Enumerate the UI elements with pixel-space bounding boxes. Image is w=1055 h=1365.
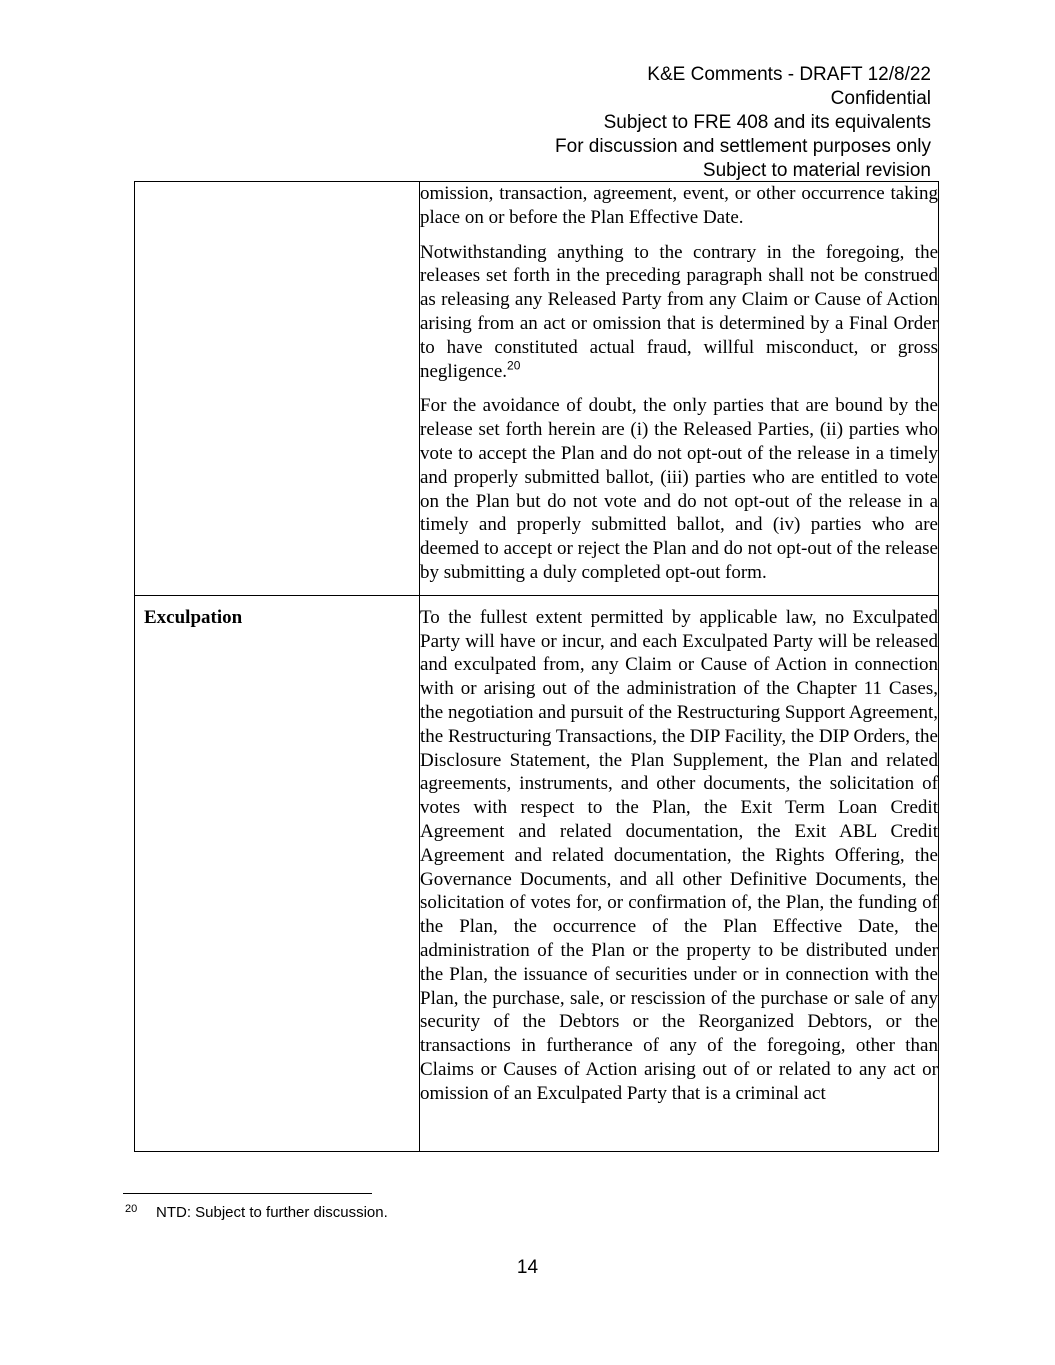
footnote <box>125 1204 388 1221</box>
header-line-fre408: Subject to FRE 408 and its equivalents <box>603 112 931 133</box>
table-row <box>135 182 939 596</box>
page-number: 14 <box>516 1257 539 1278</box>
header-line-revision: Subject to material revision <box>702 160 931 181</box>
row-body-cell <box>420 595 939 1151</box>
release-continuation-paragraph: omission, transaction, agreement, event, or other occurrence taking place on or before the Plan Effective Date. <box>420 183 938 228</box>
row-label-cell <box>135 182 420 596</box>
release-carveout-text: Notwithstanding anything to the contrary in the foregoing, the releases set forth in the preceding paragraph shall not be construed as releasing any Released Party from any Claim or Cause of Action arising from an act or omission that is determined by a Final Order to have constituted actual fraud, willful misconduct, or gross negligence. <box>420 241 938 382</box>
footnote-number: 20 <box>125 1203 138 1215</box>
release-carveout-paragraph <box>420 241 938 384</box>
header-line-draft: K&E Comments - DRAFT 12/8/22 <box>647 64 931 85</box>
exculpation-label: Exculpation <box>144 606 243 628</box>
header-line-settlement: For discussion and settlement purposes only <box>555 136 931 157</box>
header-line-confidential: Confidential <box>830 88 931 109</box>
release-bound-parties-paragraph: For the avoidance of doubt, the only parties that are bound by the release set forth herein are (i) the Released Parties, (ii) parties who vote to accept the Plan and do not opt-out of the release in a timely and properly submitted ballot, (iii) parties who are entitled to vote on the Plan but do not vote and do not opt-out of the release in a timely and properly submitted ballot, and (iv) parties who are deemed to accept or reject the Plan and do not opt-out of the release by submitting a duly completed opt-out form. <box>420 395 938 583</box>
draft-header <box>331 63 931 183</box>
table-row <box>135 595 939 1151</box>
footnote-text: NTD: Subject to further discussion. <box>156 1204 388 1221</box>
row-label <box>135 182 419 192</box>
exculpation-paragraph: To the fullest extent permitted by applicable law, no Exculpated Party will have or incur, and each Exculpated Party will be released and exculpated from, any Claim or Cause of Action in connection with or arising out of the administration of the Chapter 11 Cases, the negotiation and pursuit of the Restructuring Support Agreement, the Restructuring Transactions, the DIP Facility, the DIP Orders, the Disclosure Statement, the Plan Supplement, the Plan and related agreements, instruments, and other documents, the solicitation of votes with respect to the Plan, the Exit Term Loan Credit Agreement and related documentation, the Exit ABL Credit Agreement and related documentation, the Rights Offering, the Governance Documents, and all other Definitive Documents, the solicitation of votes for, or confirmation of, the Plan, the funding of the Plan, the occurrence of the Plan Effective Date, the administration of the Plan or the property to be distributed under the Plan, the issuance of securities under or in connection with the Plan, the purchase, sale, or rescission of the purchase or sale of any security of the Debtors or the Reorganized Debtors, or the transactions in furtherance of any of the foregoing, other than Claims or Causes of Action arising out of or related to any act or omission of an Exculpated Party that is a criminal act <box>420 606 938 1104</box>
footnote-reference[interactable]: 20 <box>507 358 521 373</box>
footnote-separator <box>123 1193 372 1194</box>
row-label-cell <box>135 595 420 1151</box>
term-sheet-table <box>134 181 939 1152</box>
row-body-cell <box>420 182 939 596</box>
